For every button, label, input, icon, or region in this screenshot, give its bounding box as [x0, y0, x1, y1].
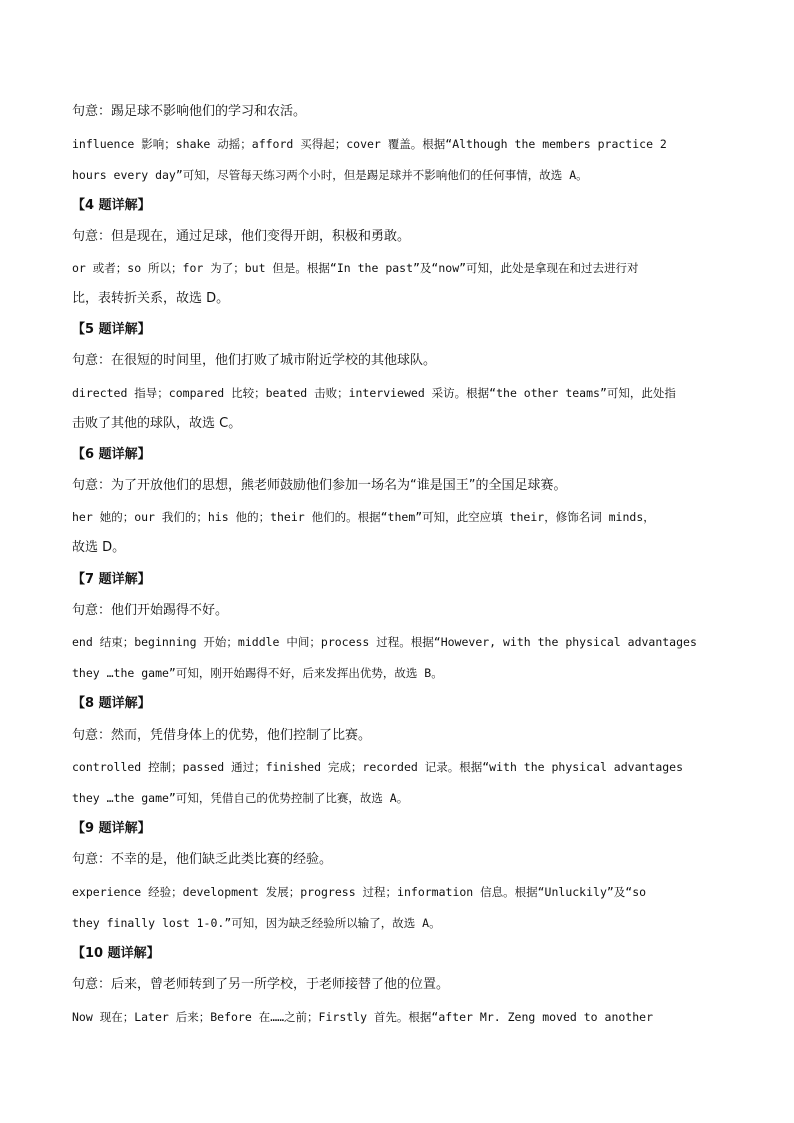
explanation-line: controlled 控制；passed 通过；finished 完成；recorded 记录。根据“with the physical advantages: [72, 760, 684, 774]
question-heading: 【5 题详解】: [72, 322, 151, 337]
explanation-line: directed 指导；compared 比较；beated 击败；interviewed 采访。根据“the other teams”可知，此处指: [72, 386, 676, 400]
translation-line: 句意：他们开始踢得不好。: [72, 603, 229, 618]
explanation-line: end 结束；beginning 开始；middle 中间；process 过程。根据“However, with the physical advantages: [72, 635, 697, 649]
explanation-line: they …the game”可知，凭借自己的优势控制了比赛，故选 A。: [72, 791, 409, 805]
explanation-line: influence 影响；shake 动摇；afford 买得起；cover 覆盖。根据“Although the members practice 2: [72, 137, 667, 151]
explanation-line: Now 现在；Later 后来；Before 在……之前；Firstly 首先。根据“after Mr. Zeng moved to another: [72, 1010, 653, 1024]
translation-line: 句意：但是现在，通过足球，他们变得开朗，积极和勇敢。: [72, 229, 411, 244]
explanation-line: they …the game”可知，刚开始踢得不好，后来发挥出优势，故选 B。: [72, 666, 443, 680]
question-heading: 【9 题详解】: [72, 821, 151, 836]
translation-line: 句意：在很短的时间里，他们打败了城市附近学校的其他球队。: [72, 353, 437, 368]
question-heading: 【8 题详解】: [72, 696, 151, 711]
question-heading: 【4 题详解】: [72, 198, 151, 213]
explanation-line: hours every day”可知，尽管每天练习两个小时，但是踢足球并不影响他们的任何事情，故选 A。: [72, 168, 588, 182]
explanation-line: experience 经验；development 发展；progress 过程；information 信息。根据“Unluckily”及“so: [72, 885, 647, 899]
explanation-line: her 她的；our 我们的；his 他的；their 他们的。根据“them”可知，此空应填 their，修饰名词 minds，: [72, 510, 655, 524]
translation-line: 句意：踢足球不影响他们的学习和农活。: [72, 104, 307, 119]
explanation-line: or 或者；so 所以；for 为了；but 但是。根据“In the past”及“now”可知，此处是拿现在和过去进行对: [72, 261, 639, 275]
question-heading: 【10 题详解】: [72, 946, 160, 961]
translation-line: 句意：后来，曾老师转到了另一所学校，于老师接替了他的位置。: [72, 977, 450, 992]
question-heading: 【7 题详解】: [72, 572, 151, 587]
question-heading: 【6 题详解】: [72, 447, 151, 462]
explanation-line: they finally lost 1-0.”可知，因为缺乏经验所以输了，故选 A。: [72, 916, 441, 930]
explanation-line: 比，表转折关系，故选 D。: [72, 291, 230, 306]
translation-line: 句意：然而，凭借身体上的优势，他们控制了比赛。: [72, 728, 372, 743]
translation-line: 句意：不幸的是，他们缺乏此类比赛的经验。: [72, 852, 333, 867]
explanation-line: 击败了其他的球队，故选 C。: [72, 416, 242, 431]
translation-line: 句意：为了开放他们的思想，熊老师鼓励他们参加一场名为“谁是国王”的全国足球赛。: [72, 478, 567, 493]
explanation-line: 故选 D。: [72, 540, 126, 555]
